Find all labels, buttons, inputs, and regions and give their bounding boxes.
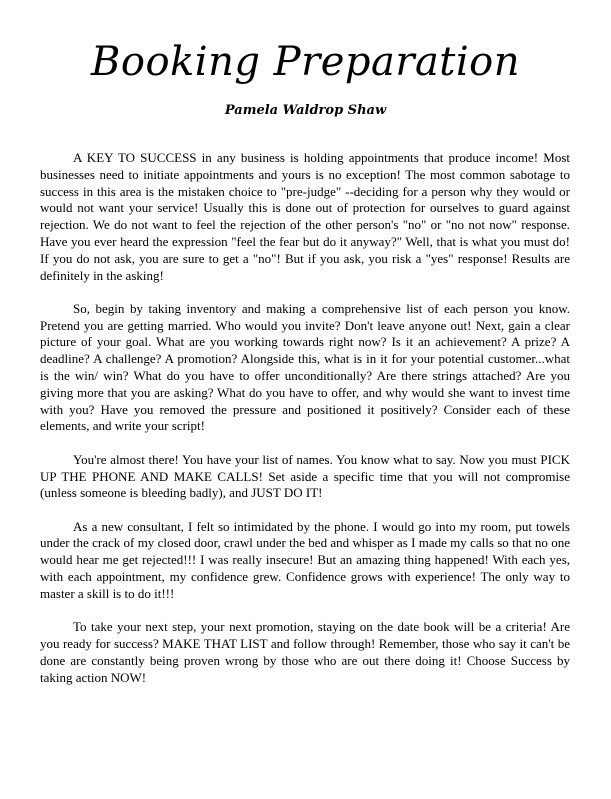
body-paragraph: A KEY TO SUCCESS in any business is holding appointments that produce income! Most businesses need to initiate appointments and yours is no exception! The most common sabotage to success in this area is the mistaken choice to "pre-judge" --deciding for a person why they would or would not want your service! Usually this is done out of protection for ourselves to guard against rejection. We do not want to feel the rejection of the other person's "no" or "no not now" response. Have you ever heard the expression "feel the fear but do it anyway?" Well, that is what you must do! If you do not ask, you are sure to get a "no"! But if you ask, you risk a "yes" response! Results are definitely in the asking! bbox=[40, 150, 570, 283]
body-paragraph: So, begin by taking inventory and making a comprehensive list of each person you know. Pretend you are getting married. Who would you invite? Don't leave anyone out! Next, gain a clear picture of your goal. What are you working towards right now? Is it an achievement? A prize? A deadline? A challenge? A promotion? Alongside this, what is in it for your potential customer...what is the win/ win? What do you have to offer unconditionally? Are there strings attached? Are you giving more that you are asking? What do you have to offer, and why would she want to invest time with you? Have you removed the pressure and positioned it positively? Consider each of these elements, and write your script! bbox=[40, 300, 570, 434]
page-title: Booking Preparation bbox=[90, 39, 520, 85]
article-body bbox=[40, 150, 570, 703]
body-paragraph: To take your next step, your next promotion, staying on the date book will be a criteria! Are you ready for success? MAKE THAT LIST and follow through! Remember, those who say it can't be done are constantly being proven wrong by those who are out there doing it! Choose Success by taking action NOW! bbox=[40, 619, 570, 685]
author-byline: Pamela Waldrop Shaw bbox=[224, 103, 387, 118]
body-paragraph: You're almost there! You have your list of names. You know what to say. Now you must PICK UP THE PHONE AND MAKE CALLS! Set aside a specific time that you will not compromise (unless someone is bleeding badly), and JUST DO IT! bbox=[40, 451, 570, 501]
body-paragraph: As a new consultant, I felt so intimidated by the phone. I would go into my room, put towels under the crack of my closed door, crawl under the bed and whisper as I made my calls so that no one would hear me get rejected!!! I was really insecure! But an amazing thing happened! With each yes, with each appointment, my confidence grew. Confidence grows with experience! The only way to master a skill is to do it!!! bbox=[40, 518, 570, 601]
